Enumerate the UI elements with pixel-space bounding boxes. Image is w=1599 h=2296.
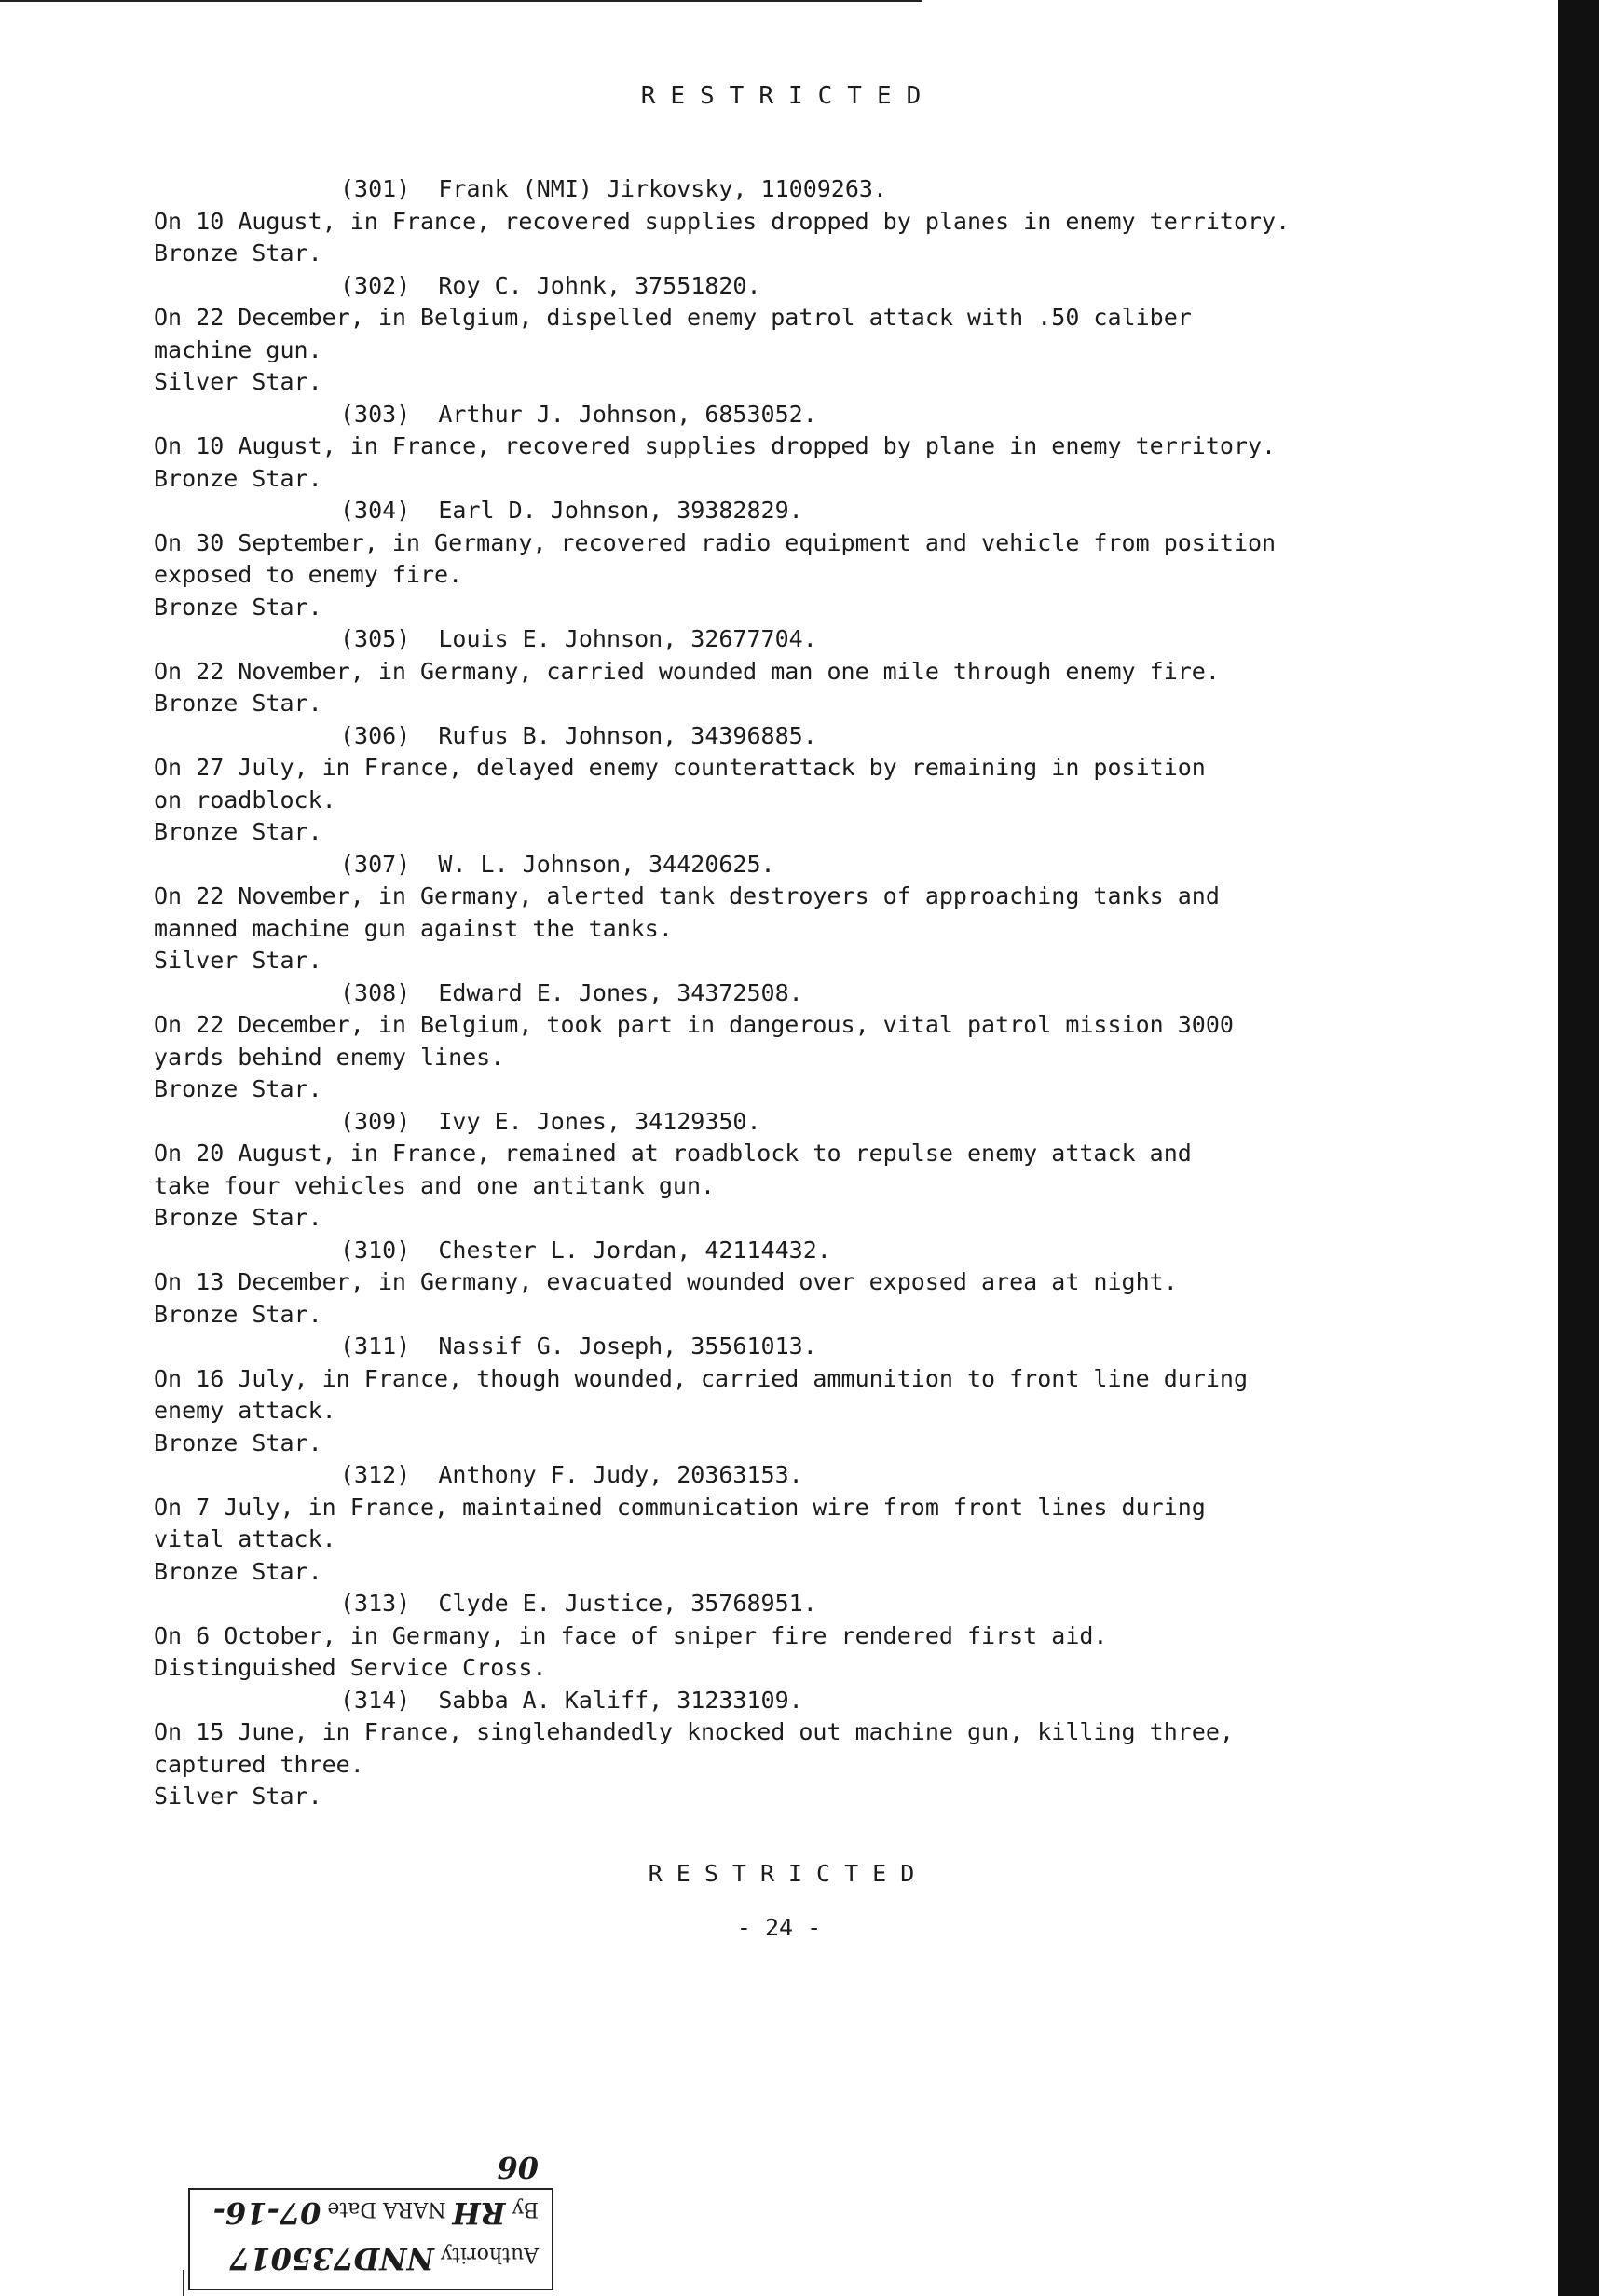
- citation-description-line: vital attack.: [154, 1525, 336, 1552]
- citation-heading: (312) Anthony F. Judy, 20363153.: [340, 1461, 803, 1488]
- citation-entry: [0, 623, 1510, 720]
- citation-award: Bronze Star.: [154, 1300, 322, 1328]
- citation-heading: (310) Chester L. Jordan, 42114432.: [340, 1236, 831, 1264]
- citation-entry: [0, 849, 1510, 977]
- citation-entry: [0, 1331, 1510, 1459]
- scan-edge: [1558, 0, 1599, 2296]
- citation-entry: [0, 173, 1510, 270]
- citation-heading: (309) Ivy E. Jones, 34129350.: [340, 1107, 761, 1135]
- citation-description-line: On 6 October, in Germany, in face of sniper fire rendered first aid.: [154, 1621, 1108, 1649]
- top-rule: [0, 0, 922, 2]
- citation-description-line: yards behind enemy lines.: [154, 1043, 505, 1071]
- stamp-authority-label: Authority: [440, 2243, 539, 2266]
- citation-entry: [0, 720, 1510, 849]
- citation-heading: (301) Frank (NMI) Jirkovsky, 11009263.: [340, 175, 887, 202]
- citation-entry: [0, 1459, 1510, 1588]
- citation-award: Bronze Star.: [154, 818, 322, 845]
- citation-award: Bronze Star.: [154, 1075, 322, 1102]
- citation-description-line: On 30 September, in Germany, recovered radio equipment and vehicle from position: [154, 528, 1277, 556]
- stamp-date-value: 07-16-06: [212, 2150, 539, 2231]
- citation-description-line: captured three.: [154, 1750, 364, 1778]
- stamp-authority-value: NND735017: [229, 2241, 434, 2276]
- citation-heading: (314) Sabba A. Kaliff, 31233109.: [340, 1686, 803, 1714]
- citation-description-line: On 22 December, in Belgium, took part in dangerous, vital patrol mission 3000: [154, 1011, 1234, 1038]
- citation-award: Bronze Star.: [154, 1557, 322, 1585]
- entries-list: [0, 173, 1510, 1813]
- citation-heading: (311) Nassif G. Joseph, 35561013.: [340, 1332, 817, 1360]
- citation-description-line: On 15 June, in France, singlehandedly knocked out machine gun, killing three,: [154, 1718, 1234, 1745]
- citation-award: Bronze Star.: [154, 1204, 322, 1231]
- citation-award: Bronze Star.: [154, 1428, 322, 1456]
- citation-heading: (305) Louis E. Johnson, 32677704.: [340, 625, 817, 652]
- citation-description-line: On 10 August, in France, recovered supplies dropped by planes in enemy territory.: [154, 207, 1291, 235]
- citation-heading: (313) Clyde E. Justice, 35768951.: [340, 1590, 817, 1617]
- stamp-by-label: By: [512, 2197, 539, 2221]
- citation-award: Silver Star.: [154, 1783, 322, 1810]
- citation-entry: [0, 1588, 1510, 1685]
- citation-heading: (307) W. L. Johnson, 34420625.: [340, 850, 775, 878]
- stamp-nara-label: NARA Date: [327, 2197, 446, 2221]
- citation-award: Bronze Star.: [154, 239, 322, 266]
- stamp-by-value: RH: [452, 2195, 506, 2231]
- citation-description-line: on roadblock.: [154, 786, 336, 813]
- citation-heading: (302) Roy C. Johnk, 37551820.: [340, 271, 761, 299]
- citation-heading: (304) Earl D. Johnson, 39382829.: [340, 497, 803, 524]
- citation-award: Distinguished Service Cross.: [154, 1654, 547, 1681]
- citation-award: Silver Star.: [154, 947, 322, 974]
- citation-heading: (306) Rufus B. Johnson, 34396885.: [340, 721, 817, 749]
- citation-entry: [0, 399, 1510, 496]
- citation-description-line: On 22 November, in Germany, carried wounded man one mile through enemy fire.: [154, 657, 1220, 685]
- citation-entry: [0, 1685, 1510, 1813]
- classification-footer: RESTRICTED: [648, 1860, 929, 1887]
- citation-description-line: take four vehicles and one antitank gun.: [154, 1171, 716, 1199]
- page-number: - 24 -: [736, 1914, 822, 1941]
- citation-award: Bronze Star.: [154, 690, 322, 717]
- stamp-mark: [183, 2270, 184, 2296]
- citation-description-line: On 13 December, in Germany, evacuated wounded over exposed area at night.: [154, 1268, 1178, 1295]
- citation-entry: [0, 495, 1510, 623]
- citation-description-line: On 22 December, in Belgium, dispelled enemy patrol attack with .50 caliber: [154, 304, 1192, 331]
- citation-heading: (303) Arthur J. Johnson, 6853052.: [340, 400, 817, 428]
- citation-description-line: On 20 August, in France, remained at roadblock to repulse enemy attack and: [154, 1140, 1192, 1167]
- classification-header: RESTRICTED: [640, 82, 936, 110]
- citation-award: Silver Star.: [154, 368, 322, 395]
- citation-description-line: On 10 August, in France, recovered supplies dropped by plane in enemy territory.: [154, 432, 1277, 459]
- citation-entry: [0, 270, 1510, 399]
- citation-description-line: On 27 July, in France, delayed enemy counterattack by remaining in position: [154, 754, 1206, 781]
- citation-award: Bronze Star.: [154, 464, 322, 492]
- citation-entry: [0, 1106, 1510, 1235]
- declassification-stamp: [188, 2150, 554, 2290]
- citation-award: Bronze Star.: [154, 593, 322, 621]
- citation-description-line: On 7 July, in France, maintained communication wire from front lines during: [154, 1493, 1206, 1521]
- citation-description-line: enemy attack.: [154, 1397, 336, 1424]
- citation-heading: (308) Edward E. Jones, 34372508.: [340, 978, 803, 1006]
- citation-entry: [0, 977, 1510, 1106]
- citation-description-line: manned machine gun against the tanks.: [154, 914, 673, 942]
- citation-entry: [0, 1235, 1510, 1332]
- citation-description-line: machine gun.: [154, 335, 322, 363]
- citation-description-line: On 16 July, in France, though wounded, carried ammunition to front line during: [154, 1364, 1248, 1392]
- citation-description-line: exposed to enemy fire.: [154, 561, 463, 588]
- citation-description-line: On 22 November, in Germany, alerted tank destroyers of approaching tanks and: [154, 882, 1220, 909]
